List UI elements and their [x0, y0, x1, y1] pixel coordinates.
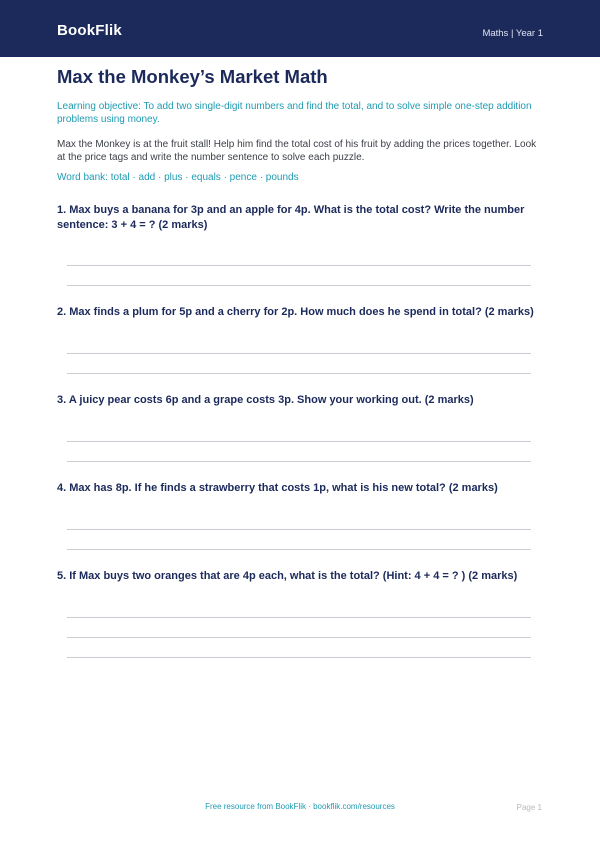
answer-line	[67, 373, 531, 374]
answer-line	[67, 657, 531, 658]
answer-line	[67, 353, 531, 354]
word-bank: Word bank: total · add · plus · equals · pence · pounds	[57, 172, 299, 183]
answer-line	[67, 637, 531, 638]
answer-line	[67, 285, 531, 286]
question-1: 1. Max buys a banana for 3p and an apple for 4p. What is the total cost? Write the number sentence: 3 + 4 = ? (2 marks)	[57, 204, 525, 231]
question-5: 5. If Max buys two oranges that are 4p each, what is the total? (Hint: 4 + 4 = ? ) (2 marks)	[57, 570, 518, 582]
question-4: 4. Max has 8p. If he finds a strawberry that costs 1p, what is his new total? (2 marks)	[57, 482, 498, 494]
question-2: 2. Max finds a plum for 5p and a cherry for 2p. How much does he spend in total? (2 marks)	[57, 306, 534, 318]
learning-objective: Learning objective: To add two single-digit numbers and find the total, and to solve simple one-step addition problems using money.	[57, 101, 532, 125]
worksheet-title: Max the Monkey’s Market Math	[57, 66, 328, 87]
question-3: 3. A juicy pear costs 6p and a grape costs 3p. Show your working out. (2 marks)	[57, 394, 474, 406]
subject-year-label: Maths | Year 1	[482, 28, 543, 39]
intro-paragraph: Max the Monkey is at the fruit stall! Help him find the total cost of his fruit by adding the prices together. Look at the price tags and write the number sentence to solve each puzzle.	[57, 139, 537, 163]
header-bar	[0, 0, 600, 57]
brand-logo[interactable]: BookFlik	[57, 22, 122, 39]
answer-line	[67, 265, 531, 266]
footer-resource-link[interactable]: Free resource from BookFlik · bookflik.com/resources	[205, 802, 395, 811]
answer-line	[67, 529, 531, 530]
answer-line	[67, 441, 531, 442]
answer-line	[67, 617, 531, 618]
page-number: Page 1	[516, 803, 542, 812]
answer-line	[67, 461, 531, 462]
answer-line	[67, 549, 531, 550]
